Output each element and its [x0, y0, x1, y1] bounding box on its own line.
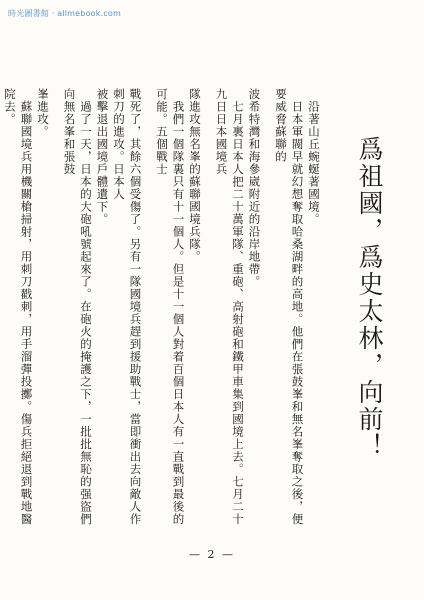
paragraph: 過了一天，日本的大砲吼號起來了。在砲火的掩護之下，一批批無恥的强盜們向無名峯和張鼓	[62, 88, 93, 526]
paragraph: 隊進攻無名峯的蘇聯國境兵隊。	[188, 88, 202, 263]
paragraph: 七月裏日本人把二十萬軍隊、重砲、高射砲和鐵甲車集到國境上去。七月二十九日日本國境兵	[214, 88, 245, 526]
paragraph: 日本軍閥早就幻想奪取哈桑湖畔的高地。他們在張鼓峯和無名峯奪取之後，便要威脅蘇聯的	[274, 88, 305, 526]
watermark: 時光圖書館 · allmebook.com	[8, 9, 122, 18]
paragraph: 蘇聯國境兵用機關槍掃射，用刺刀戳刺，用手溜彈投擲。傷兵拒絕退到戰地醫院去。	[3, 88, 34, 526]
paragraph: 沿著山丘蜿蜒著國境。	[307, 88, 321, 226]
paragraph: 被擊退出國境戶體遺下。	[95, 88, 110, 226]
page-number: — 2 —	[189, 548, 235, 561]
page-title: 爲祖國，爲史太林，向前！	[355, 136, 384, 460]
paragraph: 波希特灣和海參崴附近的沿岸地帶。	[247, 88, 262, 288]
paragraph: 戰死了，其餘六個受傷了。另有一隊國境兵趕到援助戰士，當即衝出去向敵人作刺刀的進攻。日本人	[112, 88, 143, 526]
body-text	[0, 88, 322, 528]
paragraph: 我們一個隊裏只有十一個人。但是十一個人對着百個日本人有一直戰到最後的可能。五個戰士	[155, 88, 186, 526]
paragraph: 峯進攻。	[36, 88, 50, 138]
